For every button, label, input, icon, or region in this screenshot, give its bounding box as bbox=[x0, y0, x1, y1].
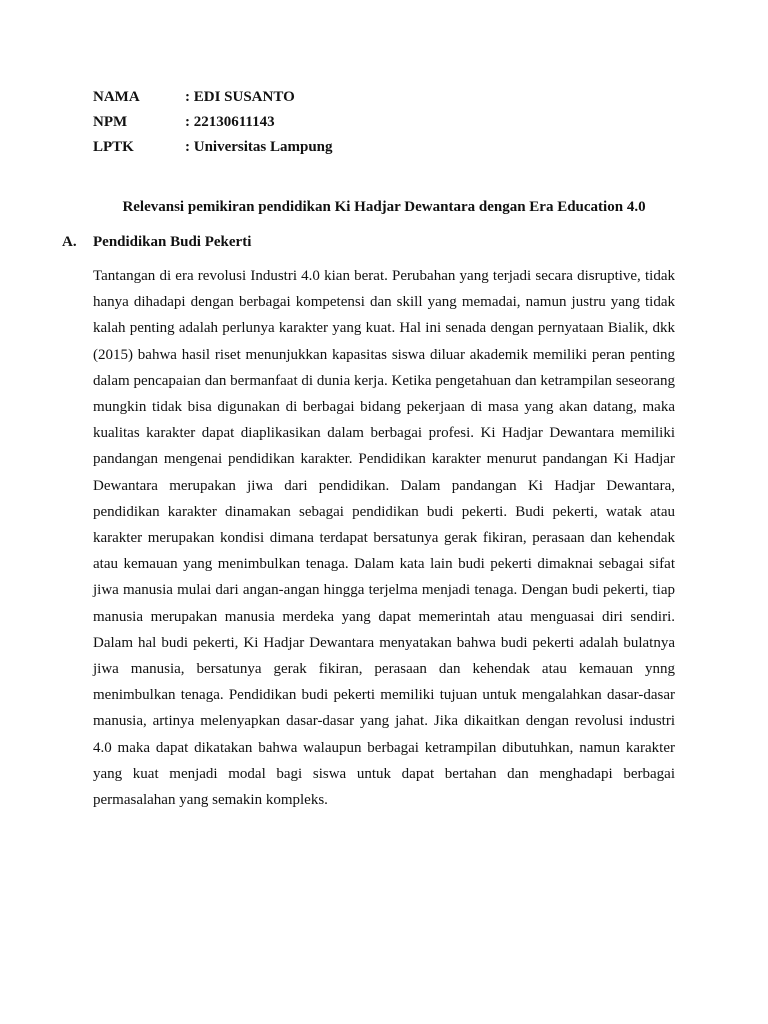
info-value: : Universitas Lampung bbox=[185, 139, 333, 155]
info-value: : EDI SUSANTO bbox=[185, 89, 295, 105]
student-info-table bbox=[93, 86, 333, 161]
info-label: LPTK bbox=[93, 139, 134, 155]
section-letter: A. bbox=[62, 234, 77, 250]
document-title: Relevansi pemikiran pendidikan Ki Hadjar Dewantara dengan Era Education 4.0 bbox=[122, 199, 646, 215]
section-heading bbox=[62, 231, 251, 253]
section-heading-text: Pendidikan Budi Pekerti bbox=[93, 234, 252, 250]
info-value: : 22130611143 bbox=[185, 114, 275, 130]
body-paragraph: Tantangan di era revolusi Industri 4.0 kian berat. Perubahan yang terjadi secara disruptive, tidak hanya dihadapi dengan berbagai kompetensi dan skill yang memadai, namun justru yang tidak kalah penting adalah perlunya karakter yang kuat. Hal ini senada dengan pernyataan Bialik, dkk (2015) bahwa hasil riset menunjukkan kapasitas siswa diluar akademik memiliki peran penting dalam pencapaian dan bermanfaat di dunia kerja. Ketika pengetahuan dan ketrampilan seseorang mungkin tidak bisa digunakan di berbagai bidang pekerjaan di masa yang akan datang, maka kualitas karakter dapat diaplikasikan dalam berbagai profesi. Ki Hadjar Dewantara memiliki pandangan mengenai pendidikan karakter. Pendidikan karakter menurut pandangan Ki Hadjar Dewantara merupakan jiwa dari pendidikan. Dalam pandangan Ki Hadjar Dewantara, pendidikan karakter dinamakan sebagai pendidikan budi pekerti. Budi pekerti, watak atau karakter merupakan kondisi dimana terdapat bersatunya gerak fikiran, perasaan dan kehendak atau kemauan yang menimbulkan tenaga. Dalam kata lain budi pekerti dimaknai sebagai sifat jiwa manusia mulai dari angan-angan hingga terjelma menjadi tenaga. Dengan budi pekerti, tiap manusia merupakan manusia merdeka yang dapat memerintah atau menguasai diri sendiri. Dalam hal budi pekerti, Ki Hadjar Dewantara menyatakan bahwa budi pekerti adalah bulatnya jiwa manusia, bersatunya gerak fikiran, perasaan dan kehendak atau kemauan ynng menimbulkan tenaga. Pendidikan budi pekerti memiliki tujuan untuk mengalahkan dasar-dasar manusia, artinya melenyapkan dasar-dasar yang jahat. Jika dikaitkan dengan revolusi industri 4.0 maka dapat dikatakan bahwa walaupun berbagai ketrampilan dibutuhkan, namun karakter yang kuat menjadi modal bagi siswa untuk dapat bertahan dan menghadapi berbagai permasalahan yang semakin kompleks. bbox=[93, 268, 675, 809]
info-row-lptk bbox=[93, 136, 333, 161]
info-label: NAMA bbox=[93, 89, 140, 105]
info-label: NPM bbox=[93, 114, 128, 130]
info-row-nama bbox=[93, 86, 333, 111]
info-row-npm bbox=[93, 111, 333, 136]
